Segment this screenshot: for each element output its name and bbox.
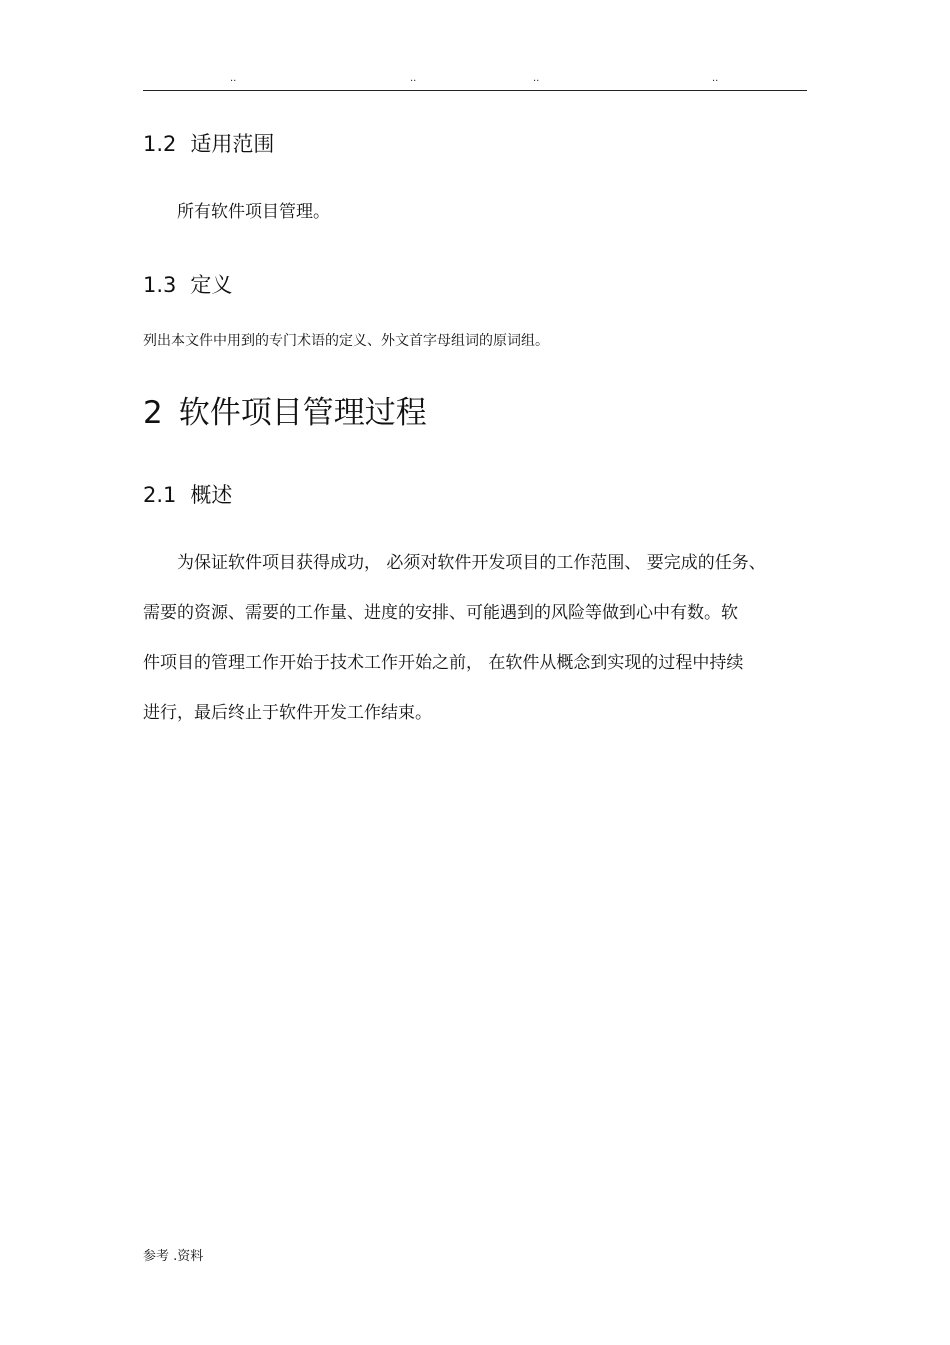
section-title: 概述 <box>190 483 233 507</box>
chapter-heading-2 <box>143 392 427 434</box>
header-mark: .. <box>533 73 540 84</box>
section-title: 定义 <box>190 273 233 297</box>
paragraph-line: 需要的资源、需要的工作量、进度的安排、可能遇到的风险等做到心中有数。软 <box>143 603 738 623</box>
section-heading-2-1 <box>143 481 232 509</box>
chapter-title: 软件项目管理过程 <box>178 395 427 431</box>
header-rule <box>143 90 807 91</box>
header-mark: .. <box>712 73 719 84</box>
page-footer: 参考 .资料 <box>143 1249 204 1264</box>
section-heading-1-2 <box>143 130 274 158</box>
section-number: 2.1 <box>143 483 177 507</box>
section-heading-1-3 <box>143 271 232 299</box>
section-number: 1.3 <box>143 273 177 297</box>
paragraph-line: 件项目的管理工作开始于技术工作开始之前， 在软件从概念到实现的过程中持续 <box>143 653 744 673</box>
paragraph-line: 为保证软件项目获得成功， 必须对软件开发项目的工作范围、 要完成的任务、 <box>177 553 766 573</box>
header-mark: .. <box>230 73 237 84</box>
header-mark: .. <box>410 73 417 84</box>
paragraph-line: 进行，最后终止于软件开发工作结束。 <box>143 703 432 723</box>
section-body-1-2: 所有软件项目管理。 <box>177 202 330 222</box>
section-title: 适用范围 <box>190 132 275 156</box>
section-number: 1.2 <box>143 132 177 156</box>
section-body-1-3: 列出本文件中用到的专门术语的定义、外文首字母组词的原词组。 <box>143 333 549 349</box>
chapter-number: 2 <box>143 395 163 431</box>
